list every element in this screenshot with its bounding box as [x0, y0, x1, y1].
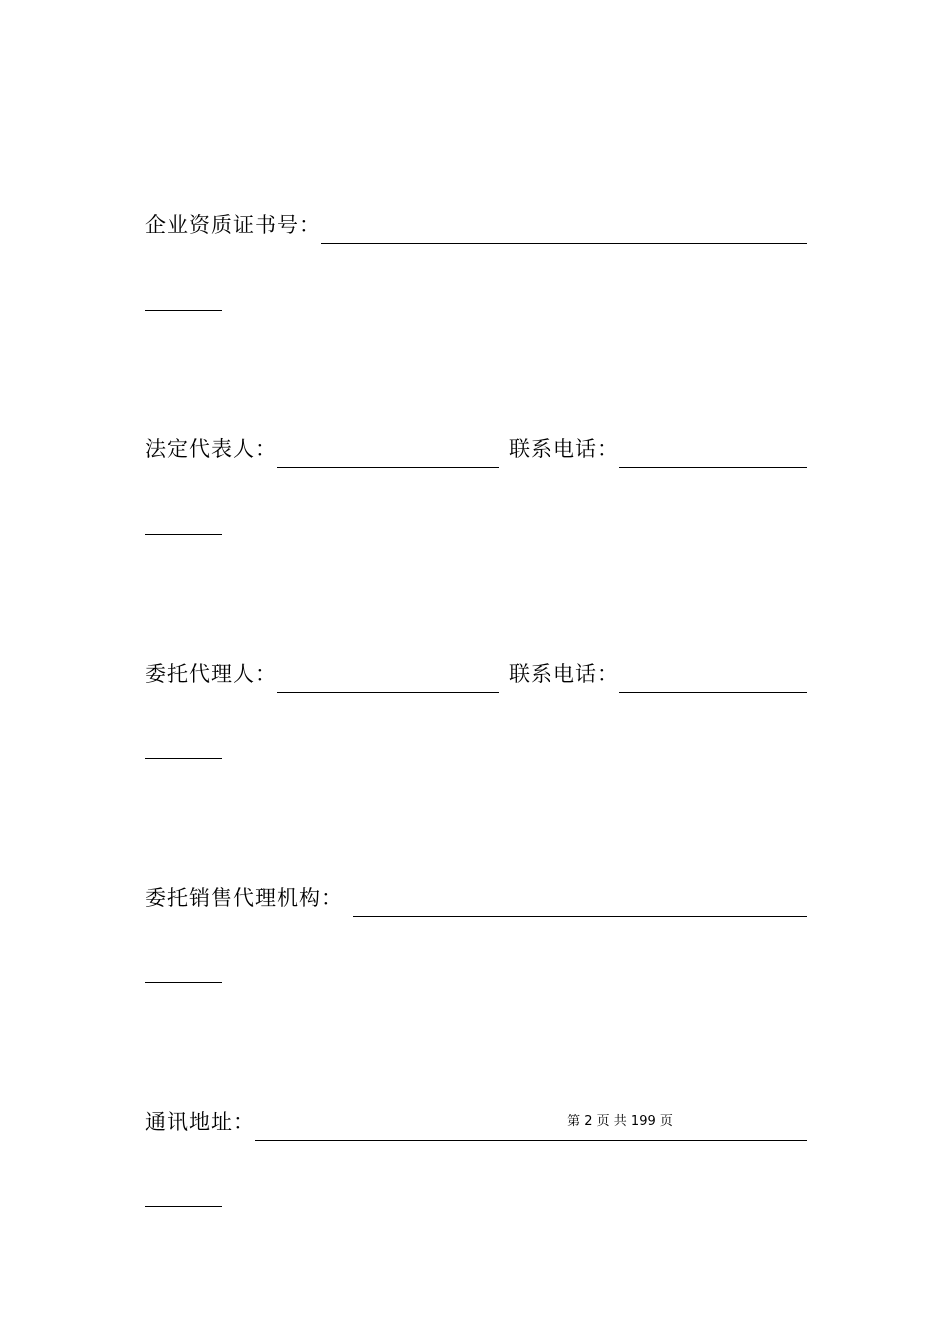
address-row — [145, 1105, 807, 1135]
page-indicator: 第 2 页 共 199 页 — [567, 1114, 673, 1129]
sales-agency-label: 委托销售代理机构： — [145, 886, 343, 910]
sales-agency-field-continuation[interactable] — [145, 982, 222, 983]
cert-number-row — [145, 208, 807, 238]
address-field[interactable] — [255, 1116, 807, 1141]
legal-rep-row — [145, 432, 807, 462]
agent-phone-label: 联系电话： — [509, 662, 619, 686]
agent-phone-field[interactable] — [619, 668, 807, 693]
address-label: 通讯地址： — [145, 1110, 255, 1134]
agent-label: 委托代理人： — [145, 662, 277, 686]
agent-field[interactable] — [277, 668, 499, 693]
address-field-continuation[interactable] — [145, 1206, 222, 1207]
cert-number-field-continuation[interactable] — [145, 310, 222, 311]
agent-row — [145, 657, 807, 687]
sales-agency-row — [145, 881, 807, 911]
legal-rep-field[interactable] — [277, 443, 499, 468]
legal-rep-phone-field-continuation[interactable] — [145, 534, 222, 535]
agent-phone-field-continuation[interactable] — [145, 758, 222, 759]
cert-number-label: 企业资质证书号： — [145, 213, 321, 237]
sales-agency-field[interactable] — [353, 892, 807, 917]
legal-rep-label: 法定代表人： — [145, 437, 277, 461]
cert-number-field[interactable] — [321, 219, 807, 244]
legal-rep-phone-label: 联系电话： — [509, 437, 619, 461]
legal-rep-phone-field[interactable] — [619, 443, 807, 468]
